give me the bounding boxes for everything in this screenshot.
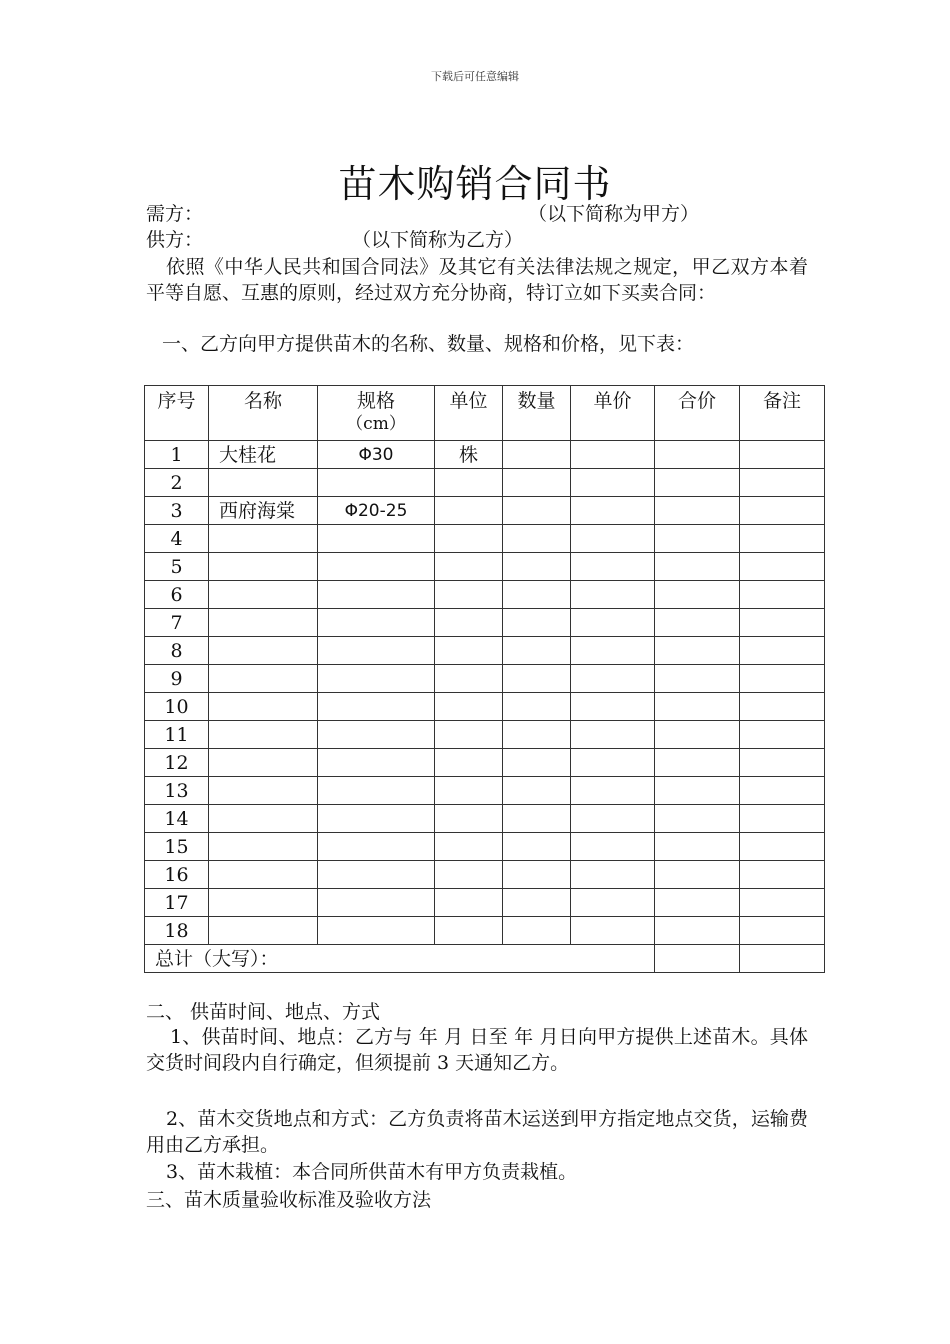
cell-unit — [435, 889, 503, 917]
cell-qty — [503, 497, 571, 525]
cell-name — [209, 833, 318, 861]
cell-spec — [318, 917, 435, 945]
cell-unit: 株 — [435, 441, 503, 469]
cell-total — [655, 721, 740, 749]
cell-total — [655, 553, 740, 581]
cell-name — [209, 525, 318, 553]
table-row — [145, 469, 825, 497]
cell-no: 15 — [145, 833, 209, 861]
cell-remark — [740, 749, 825, 777]
cell-no: 4 — [145, 525, 209, 553]
cell-no: 16 — [145, 861, 209, 889]
buyer-alias: （以下简称为甲方） — [528, 203, 700, 225]
table-row — [145, 889, 825, 917]
cell-name — [209, 805, 318, 833]
cell-remark — [740, 721, 825, 749]
table-row — [145, 693, 825, 721]
cell-name — [209, 637, 318, 665]
table-row — [145, 777, 825, 805]
cell-no: 12 — [145, 749, 209, 777]
cell-qty — [503, 721, 571, 749]
cell-no: 7 — [145, 609, 209, 637]
table-row — [145, 721, 825, 749]
cell-qty — [503, 553, 571, 581]
cell-spec — [318, 581, 435, 609]
cell-price — [571, 665, 655, 693]
supplier-line — [146, 227, 524, 253]
cell-name — [209, 553, 318, 581]
section2-item2: 2、苗木交货地点和方式：乙方负责将苗木运送到甲方指定地点交货，运输费用由乙方承担。 — [146, 1108, 808, 1156]
table-row — [145, 833, 825, 861]
spec-label: 规格 — [356, 390, 395, 412]
cell-qty — [503, 441, 571, 469]
table-row — [145, 637, 825, 665]
cell-spec — [318, 833, 435, 861]
cell-remark — [740, 665, 825, 693]
cell-name — [209, 749, 318, 777]
cell-remark — [740, 833, 825, 861]
cell-price — [571, 889, 655, 917]
cell-price — [571, 693, 655, 721]
cell-spec — [318, 777, 435, 805]
supplier-alias: （以下简称为乙方） — [352, 229, 524, 251]
cell-no: 11 — [145, 721, 209, 749]
cell-price — [571, 609, 655, 637]
cell-unit — [435, 749, 503, 777]
cell-total — [655, 441, 740, 469]
cell-qty — [503, 665, 571, 693]
cell-price — [571, 581, 655, 609]
col-header-no: 序号 — [145, 386, 209, 441]
cell-no: 2 — [145, 469, 209, 497]
cell-name — [209, 665, 318, 693]
cell-no: 14 — [145, 805, 209, 833]
cell-remark — [740, 609, 825, 637]
cell-qty — [503, 833, 571, 861]
cell-unit — [435, 637, 503, 665]
cell-total — [655, 917, 740, 945]
cell-name — [209, 609, 318, 637]
cell-spec — [318, 749, 435, 777]
cell-qty — [503, 609, 571, 637]
total-label: 总计（大写）： — [145, 945, 655, 973]
table-total-row — [145, 945, 825, 973]
cell-total — [655, 525, 740, 553]
cell-name — [209, 777, 318, 805]
cell-name — [209, 861, 318, 889]
cell-no: 3 — [145, 497, 209, 525]
intro-paragraph: 依照《中华人民共和国合同法》及其它有关法律法规之规定，甲乙双方本着平等自愿、互惠的原则，经过双方充分协商，特订立如下买卖合同： — [146, 256, 808, 304]
cell-name — [209, 721, 318, 749]
cell-spec — [318, 861, 435, 889]
cell-name — [209, 917, 318, 945]
section1-heading: 一、乙方向甲方提供苗木的名称、数量、规格和价格，见下表： — [162, 333, 695, 355]
cell-unit — [435, 805, 503, 833]
document-title: 苗木购销合同书 — [338, 162, 612, 207]
cell-name: 大桂花 — [209, 441, 318, 469]
cell-name: 西府海棠 — [209, 497, 318, 525]
cell-qty — [503, 469, 571, 497]
cell-no: 18 — [145, 917, 209, 945]
cell-no: 6 — [145, 581, 209, 609]
cell-qty — [503, 861, 571, 889]
cell-total — [655, 749, 740, 777]
cell-remark — [740, 889, 825, 917]
cell-price — [571, 805, 655, 833]
cell-unit — [435, 525, 503, 553]
cell-no: 8 — [145, 637, 209, 665]
table-row — [145, 749, 825, 777]
cell-total — [655, 777, 740, 805]
cell-remark — [740, 917, 825, 945]
cell-total — [655, 861, 740, 889]
table-row — [145, 861, 825, 889]
table-row — [145, 497, 825, 525]
cell-remark — [740, 777, 825, 805]
cell-spec — [318, 609, 435, 637]
table-row — [145, 441, 825, 469]
cell-price — [571, 749, 655, 777]
cell-remark — [740, 805, 825, 833]
cell-qty — [503, 889, 571, 917]
cell-unit — [435, 497, 503, 525]
cell-remark — [740, 441, 825, 469]
cell-unit — [435, 469, 503, 497]
cell-remark — [740, 469, 825, 497]
cell-remark — [740, 637, 825, 665]
cell-spec — [318, 693, 435, 721]
cell-unit — [435, 553, 503, 581]
cell-price — [571, 469, 655, 497]
table-row — [145, 665, 825, 693]
table-row — [145, 917, 825, 945]
cell-total — [655, 469, 740, 497]
cell-price — [571, 721, 655, 749]
cell-qty — [503, 805, 571, 833]
cell-remark — [740, 525, 825, 553]
col-header-unit: 单位 — [435, 386, 503, 441]
cell-total-remark — [740, 945, 825, 973]
cell-total — [655, 609, 740, 637]
cell-spec: Φ30 — [318, 441, 435, 469]
cell-total — [655, 693, 740, 721]
cell-price — [571, 637, 655, 665]
buyer-line — [146, 201, 700, 227]
table-header-row — [145, 386, 825, 441]
table-row — [145, 525, 825, 553]
cell-spec — [318, 721, 435, 749]
cell-total — [655, 665, 740, 693]
col-header-name: 名称 — [209, 386, 318, 441]
table-row — [145, 581, 825, 609]
cell-remark — [740, 693, 825, 721]
section2-heading: 二、 供苗时间、地点、方式 — [146, 1001, 381, 1023]
cell-total — [655, 497, 740, 525]
table-row — [145, 805, 825, 833]
col-header-price: 单价 — [571, 386, 655, 441]
cell-total — [655, 805, 740, 833]
col-header-total: 合价 — [655, 386, 740, 441]
col-header-spec — [318, 386, 435, 441]
header-note: 下载后可任意编辑 — [431, 70, 519, 83]
cell-spec: Φ20-25 — [318, 497, 435, 525]
cell-qty — [503, 917, 571, 945]
seedling-table — [144, 385, 825, 973]
col-header-remark: 备注 — [740, 386, 825, 441]
cell-no: 10 — [145, 693, 209, 721]
cell-price — [571, 861, 655, 889]
section3-heading: 三、苗木质量验收标准及验收方法 — [146, 1189, 432, 1211]
cell-no: 5 — [145, 553, 209, 581]
cell-spec — [318, 665, 435, 693]
cell-no: 17 — [145, 889, 209, 917]
cell-spec — [318, 805, 435, 833]
cell-qty — [503, 581, 571, 609]
cell-qty — [503, 777, 571, 805]
spec-unit-label: （cm） — [346, 414, 406, 434]
cell-name — [209, 581, 318, 609]
section2-item3: 3、苗木栽植：本合同所供苗木有甲方负责栽植。 — [166, 1161, 578, 1183]
cell-total — [655, 581, 740, 609]
cell-unit — [435, 665, 503, 693]
cell-total — [655, 889, 740, 917]
cell-name — [209, 889, 318, 917]
cell-qty — [503, 525, 571, 553]
cell-unit — [435, 609, 503, 637]
cell-unit — [435, 777, 503, 805]
cell-price — [571, 441, 655, 469]
cell-price — [571, 833, 655, 861]
cell-remark — [740, 497, 825, 525]
cell-price — [571, 525, 655, 553]
table-row — [145, 553, 825, 581]
cell-unit — [435, 861, 503, 889]
cell-total-sum — [655, 945, 740, 973]
cell-remark — [740, 581, 825, 609]
cell-unit — [435, 581, 503, 609]
table-row — [145, 609, 825, 637]
cell-remark — [740, 861, 825, 889]
cell-no: 13 — [145, 777, 209, 805]
cell-spec — [318, 553, 435, 581]
cell-no: 1 — [145, 441, 209, 469]
cell-unit — [435, 721, 503, 749]
cell-name — [209, 469, 318, 497]
cell-spec — [318, 469, 435, 497]
cell-qty — [503, 693, 571, 721]
cell-spec — [318, 525, 435, 553]
cell-unit — [435, 693, 503, 721]
cell-qty — [503, 637, 571, 665]
cell-price — [571, 553, 655, 581]
cell-no: 9 — [145, 665, 209, 693]
cell-spec — [318, 637, 435, 665]
cell-price — [571, 777, 655, 805]
col-header-qty: 数量 — [503, 386, 571, 441]
section2-item1: 1、供苗时间、地点：乙方与 年 月 日至 年 月日向甲方提供上述苗木。具体交货时间段内自行确定，但须提前 3 天通知乙方。 — [146, 1026, 808, 1074]
buyer-label: 需方： — [146, 203, 204, 225]
cell-qty — [503, 749, 571, 777]
cell-name — [209, 693, 318, 721]
cell-price — [571, 497, 655, 525]
cell-unit — [435, 833, 503, 861]
cell-price — [571, 917, 655, 945]
cell-total — [655, 833, 740, 861]
cell-remark — [740, 553, 825, 581]
cell-unit — [435, 917, 503, 945]
cell-total — [655, 637, 740, 665]
cell-spec — [318, 889, 435, 917]
supplier-label: 供方： — [146, 229, 204, 251]
